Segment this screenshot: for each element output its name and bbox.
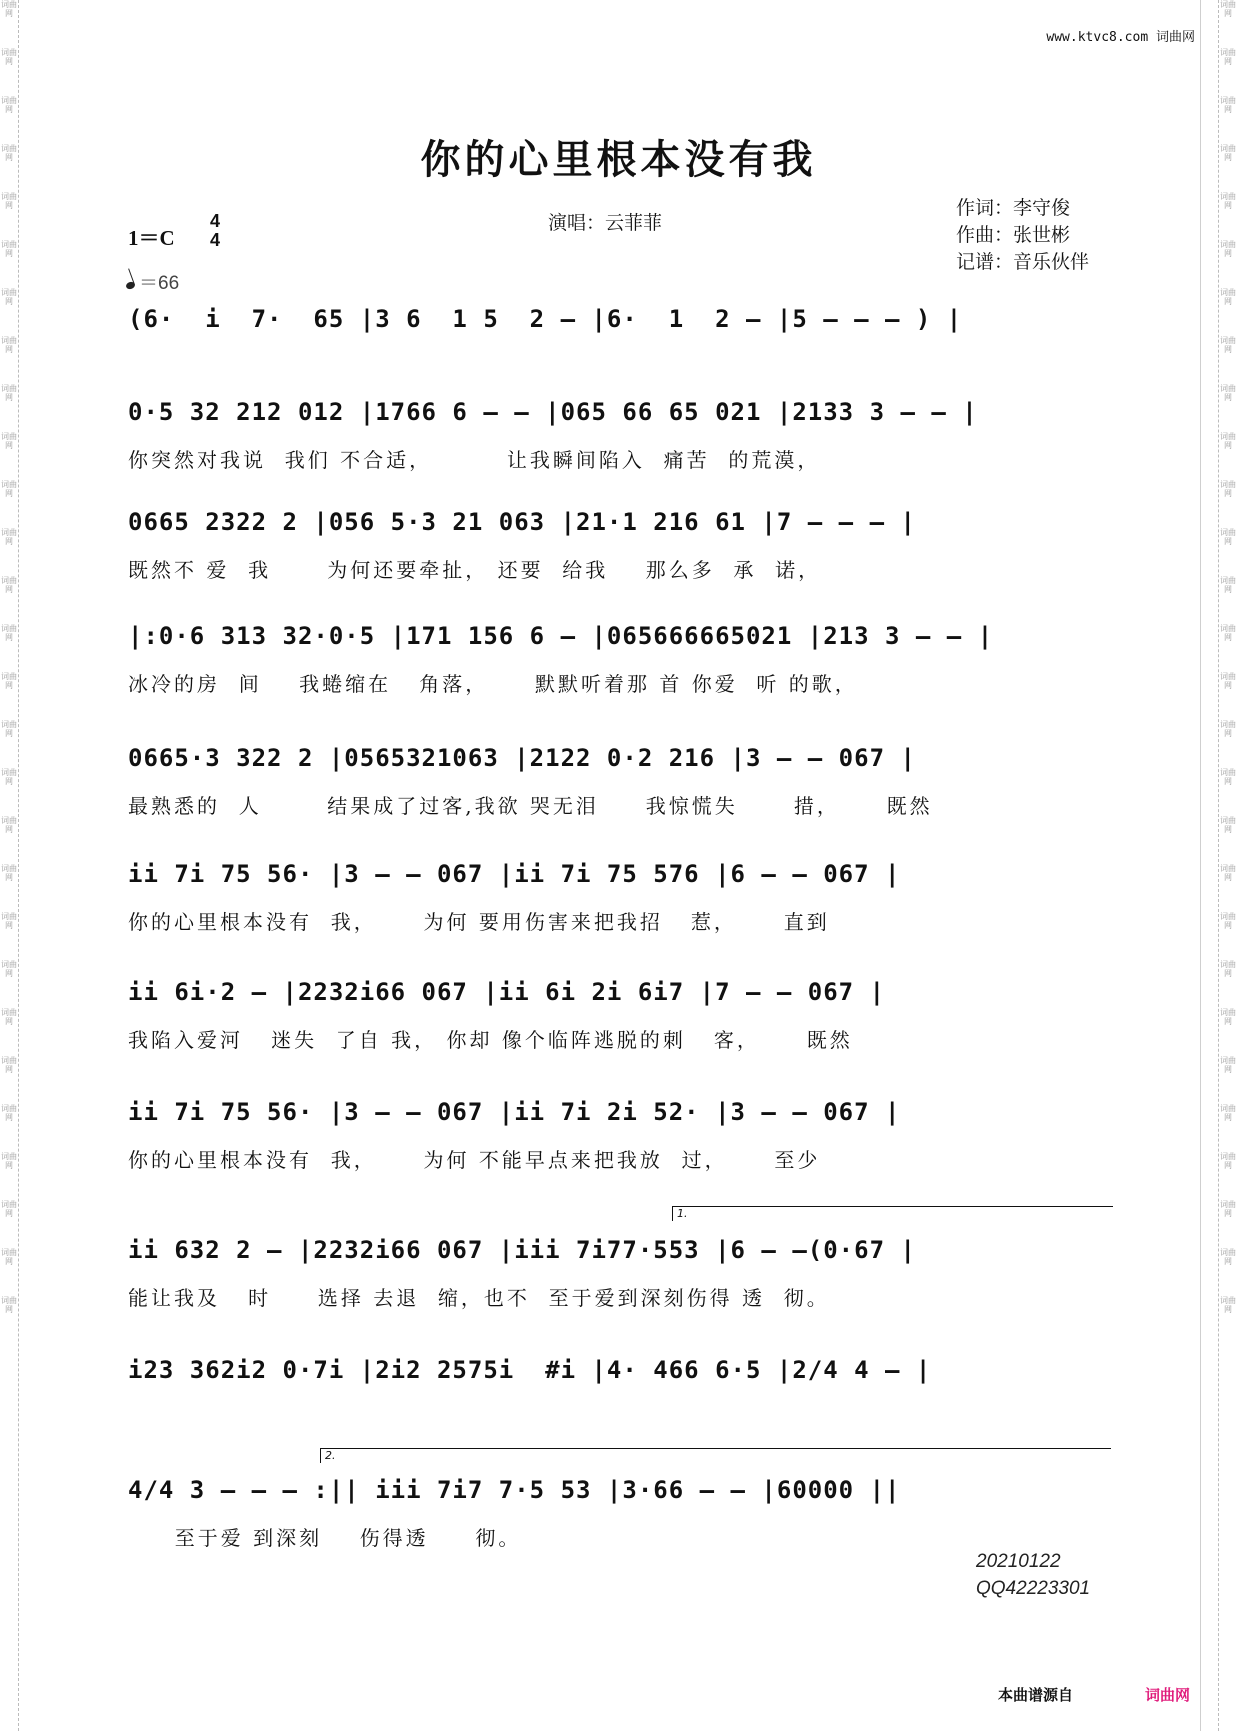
watermark-text: 词曲网 <box>1220 960 1236 978</box>
watermark-text: 词曲网 <box>1220 624 1236 642</box>
watermark-text: 词曲网 <box>1220 240 1236 258</box>
watermark-text: 词曲网 <box>1 96 17 114</box>
lyrics-line: 至于爱 到深刻 伤得透 彻。 <box>128 1526 522 1550</box>
watermark-text: 词曲网 <box>1220 1104 1236 1122</box>
lyrics-line: 你的心里根本没有 我， 为何 要用伤害来把我招 惹， 直到 <box>128 910 830 934</box>
site-header <box>1046 26 1195 45</box>
watermark-text: 词曲网 <box>1220 192 1236 210</box>
volta-bracket-1 <box>672 1206 1113 1221</box>
watermark-text: 词曲网 <box>1220 0 1236 18</box>
watermark-text: 词曲网 <box>1220 384 1236 402</box>
watermark-text: 词曲网 <box>1 720 17 738</box>
notation-line: ii 6i·2 – |2232i66 067 |ii 6i 2i 6i7 |7 – – 067 | <box>128 978 886 1006</box>
watermark-text: 词曲网 <box>1 192 17 210</box>
lyrics-line: 你的心里根本没有 我， 为何 不能早点来把我放 过， 至少 <box>128 1148 821 1172</box>
lyrics-line: 最熟悉的 人 结果成了过客,我欲 哭无泪 我惊慌失 措， 既然 <box>128 794 933 818</box>
watermark-text: 词曲网 <box>1220 1296 1236 1314</box>
site-url: www.ktvc8.com <box>1046 30 1149 45</box>
lyrics-line: 冰冷的房 间 我蜷缩在 角落， 默默听着那 首 你爱 听 的歌， <box>128 672 858 696</box>
notation-line: (6· i 7· 65 |3 6 1 5 2 – |6· 1 2 – |5 – – – ) | <box>128 305 963 333</box>
watermark-text: 词曲网 <box>1 1152 17 1170</box>
notation-line: |:0·6 313 32·0·5 |171 156 6 – |065666665021 |213 3 – – | <box>128 622 994 650</box>
watermark-text: 词曲网 <box>1220 288 1236 306</box>
watermark-text: 词曲网 <box>1 576 17 594</box>
watermark-text: 词曲网 <box>1 912 17 930</box>
watermark-text: 词曲网 <box>1 288 17 306</box>
watermark-text: 词曲网 <box>1 1104 17 1122</box>
tempo-marking <box>126 268 179 295</box>
watermark-text: 词曲网 <box>1 816 17 834</box>
notation-line: ii 7i 75 56· |3 – – 067 |ii 7i 75 576 |6 – – 067 | <box>128 860 901 888</box>
watermark-text: 词曲网 <box>1220 1200 1236 1218</box>
left-watermark-strip <box>0 0 19 1731</box>
lyrics-line: 既然不 爱 我 为何还要牵扯， 还要 给我 那么多 承 诺， <box>128 558 822 582</box>
time-signature-bottom: 4 <box>210 230 221 250</box>
date-stamp <box>976 1548 1090 1602</box>
notation-line: 0·5 32 212 012 |1766 6 – – |065 66 65 021 |2133 3 – – | <box>128 398 978 426</box>
watermark-text: 词曲网 <box>1 1200 17 1218</box>
watermark-text: 词曲网 <box>1 960 17 978</box>
watermark-text: 词曲网 <box>1220 1008 1236 1026</box>
quarter-note-icon <box>125 281 136 291</box>
tempo-value: ＝66 <box>139 273 180 294</box>
watermark-text: 词曲网 <box>1220 96 1236 114</box>
notation-line: 0665·3 322 2 |0565321063 |2122 0·2 216 |3 – – 067 | <box>128 744 916 772</box>
watermark-text: 词曲网 <box>1220 480 1236 498</box>
watermark-text: 词曲网 <box>1220 1248 1236 1266</box>
right-watermark-strip <box>1218 0 1237 1731</box>
watermark-text: 词曲网 <box>1220 1152 1236 1170</box>
notation-line: ii 632 2 – |2232i66 067 |iii 7i77·553 |6 – –(0·67 | <box>128 1236 916 1264</box>
watermark-text: 词曲网 <box>1220 912 1236 930</box>
watermark-text: 词曲网 <box>1 144 17 162</box>
watermark-text: 词曲网 <box>1220 672 1236 690</box>
site-name: 词曲网 <box>1155 30 1195 45</box>
notation-line: i23 362i2 0·7i |2i2 2575i #i |4· 466 6·5 |2/4 4 – | <box>128 1356 932 1384</box>
song-title: 你的心里根本没有我 <box>420 137 817 183</box>
notation-line: 0665 2322 2 |056 5·3 21 063 |21·1 216 61 |7 – – – | <box>128 508 916 536</box>
date-value: 20210122 <box>976 1551 1061 1572</box>
time-signature-top: 4 <box>210 211 221 231</box>
watermark-text: 词曲网 <box>1220 816 1236 834</box>
lyricist-credit: 作词：李守俊 <box>956 197 1071 219</box>
brand-logo: 词曲网 <box>1145 1686 1191 1704</box>
watermark-text: 词曲网 <box>1 336 17 354</box>
lyrics-line: 能让我及 时 选择 去退 缩，也不 至于爱到深刻伤得 透 彻。 <box>128 1286 830 1310</box>
watermark-text: 词曲网 <box>1220 432 1236 450</box>
notation-line: ii 7i 75 56· |3 – – 067 |ii 7i 2i 52· |3 – – 067 | <box>128 1098 901 1126</box>
watermark-text: 词曲网 <box>1 0 17 18</box>
watermark-text: 词曲网 <box>1 1008 17 1026</box>
watermark-text: 词曲网 <box>1220 864 1236 882</box>
notation-line: 4/4 3 – – – :|| iii 7i7 7·5 53 |3·66 – – |60000 || <box>128 1476 901 1504</box>
key-signature: 1＝C <box>128 226 175 250</box>
watermark-text: 词曲网 <box>1 48 17 66</box>
watermark-text: 词曲网 <box>1 1248 17 1266</box>
watermark-text: 词曲网 <box>1 768 17 786</box>
watermark-text: 词曲网 <box>1 480 17 498</box>
watermark-text: 词曲网 <box>1 432 17 450</box>
watermark-text: 词曲网 <box>1 672 17 690</box>
watermark-text: 词曲网 <box>1 1296 17 1314</box>
transcriber-credit: 记谱：音乐伙伴 <box>956 251 1090 273</box>
volta-2-label: 2. <box>325 1449 336 1462</box>
watermark-text: 词曲网 <box>1220 144 1236 162</box>
source-note: 本曲谱源自 <box>998 1686 1074 1704</box>
time-signature <box>210 212 220 250</box>
right-margin-line <box>1200 0 1201 1731</box>
watermark-text: 词曲网 <box>1 624 17 642</box>
watermark-text: 词曲网 <box>1 384 17 402</box>
lyrics-line: 你突然对我说 我们 不合适， 让我瞬间陷入 痛苦 的荒漠， <box>128 448 821 472</box>
watermark-text: 词曲网 <box>1220 336 1236 354</box>
watermark-text: 词曲网 <box>1 240 17 258</box>
watermark-text: 词曲网 <box>1220 528 1236 546</box>
watermark-text: 词曲网 <box>1220 720 1236 738</box>
composer-credit: 作曲：张世彬 <box>956 224 1071 246</box>
volta-1-label: 1. <box>677 1207 688 1220</box>
watermark-text: 词曲网 <box>1 528 17 546</box>
volta-bracket-2 <box>320 1448 1111 1463</box>
watermark-text: 词曲网 <box>1 1056 17 1074</box>
watermark-text: 词曲网 <box>1220 768 1236 786</box>
watermark-text: 词曲网 <box>1220 1056 1236 1074</box>
credits-block <box>956 195 1089 276</box>
watermark-text: 词曲网 <box>1220 48 1236 66</box>
singer-credit: 演唱：云菲菲 <box>548 212 663 234</box>
watermark-text: 词曲网 <box>1 864 17 882</box>
qq-value: QQ42223301 <box>976 1578 1091 1599</box>
lyrics-line: 我陷入爱河 迷失 了自 我， 你却 像个临阵逃脱的刺 客， 既然 <box>128 1028 853 1052</box>
watermark-text: 词曲网 <box>1220 576 1236 594</box>
